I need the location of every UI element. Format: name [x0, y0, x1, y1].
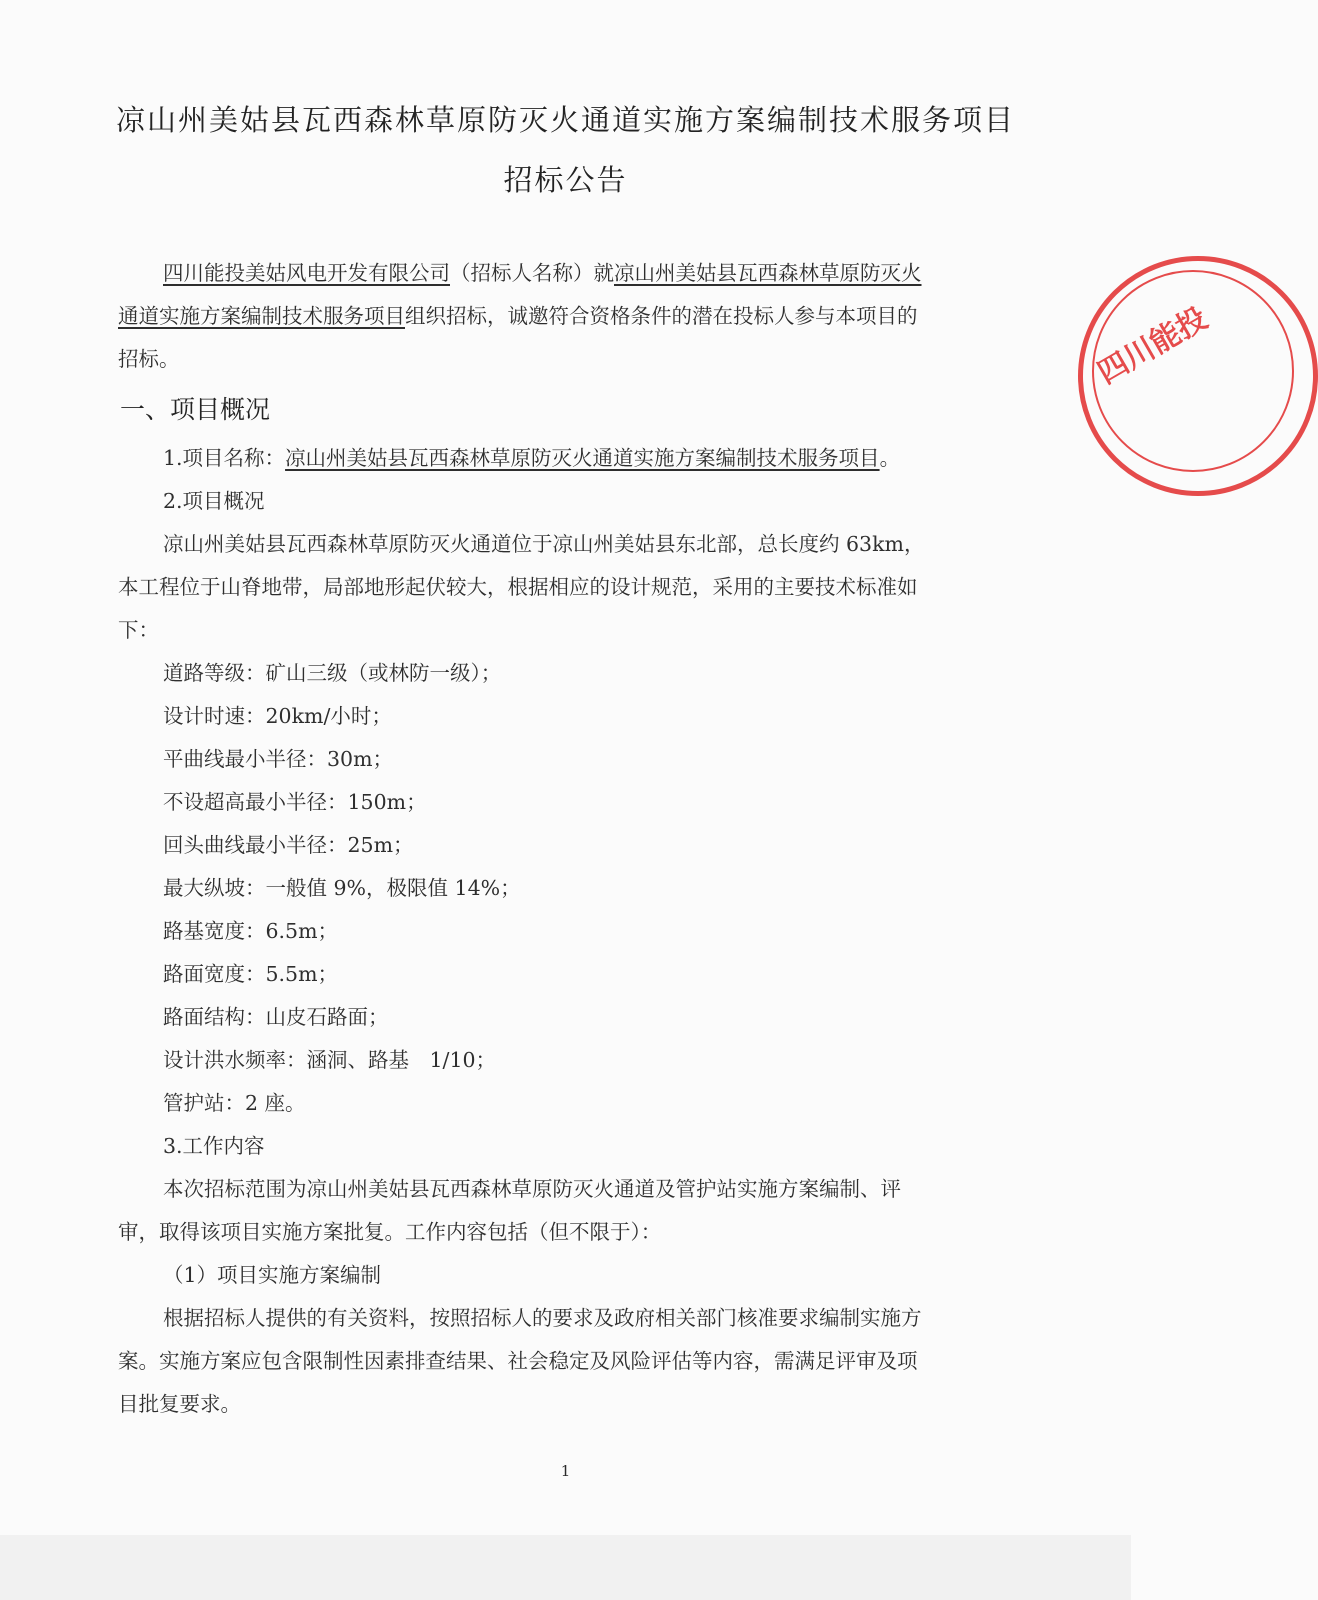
- standard-item: 回头曲线最小半径：25m；: [163, 833, 414, 857]
- item-3-label: 3.工作内容: [163, 1134, 265, 1158]
- item-1-end: 。: [879, 446, 901, 470]
- item-1-value: 凉山州美姑县瓦西森林草原防灭火通道实施方案编制技术服务项目: [285, 446, 880, 470]
- standard-item: 道路等级：矿山三级（或林防一级）；: [163, 661, 502, 685]
- item-1: [163, 441, 900, 471]
- intro-line-3: 招标。: [118, 347, 180, 371]
- document-subtitle: 招标公告: [503, 163, 628, 197]
- standard-item: 平曲线最小半径：30m；: [163, 747, 394, 771]
- seal-text: 四川能投: [1092, 300, 1214, 392]
- intro-text: 组织招标，诚邀符合资格条件的潜在投标人参与本项目的: [405, 304, 918, 328]
- overview-line-1: 凉山州美姑县瓦西森林草原防灭火通道位于凉山州美姑县东北部，总长度约 63km，: [163, 532, 925, 556]
- page-number: 1: [560, 1462, 571, 1480]
- standard-item: 路面宽度：5.5m；: [163, 962, 339, 986]
- standard-item: 不设超高最小半径：150m；: [163, 790, 427, 814]
- scope-line-2: 审，取得该项目实施方案批复。工作内容包括（但不限于）：: [118, 1220, 662, 1244]
- standard-item: 最大纵坡：一般值 9%，极限值 14%；: [163, 876, 521, 900]
- scope-line-1: 本次招标范围为凉山州美姑县瓦西森林草原防灭火通道及管护站实施方案编制、评: [163, 1177, 901, 1201]
- section-heading: 一、项目概况: [120, 395, 271, 424]
- sub-item-1-line-2: 案。实施方案应包含限制性因素排查结果、社会稳定及风险评估等内容，需满足评审及项: [118, 1349, 918, 1373]
- sub-item-1-label: （1）项目实施方案编制: [163, 1263, 382, 1287]
- item-1-label: 1.项目名称：: [163, 446, 286, 470]
- tenderer-name: 四川能投美姑风电开发有限公司: [163, 261, 450, 285]
- standard-item: 设计洪水频率：涵洞、路基 1/10；: [163, 1048, 497, 1072]
- item-2-label: 2.项目概况: [163, 489, 265, 513]
- sub-item-1-line-3: 目批复要求。: [118, 1392, 241, 1416]
- standard-item: 设计时速：20km/小时；: [163, 704, 392, 728]
- standard-item: 路基宽度：6.5m；: [163, 919, 339, 943]
- tenderer-note: （招标人名称）就: [450, 261, 614, 285]
- company-seal: [1078, 256, 1318, 496]
- sub-item-1-line-1: 根据招标人提供的有关资料，按照招标人的要求及政府相关部门核准要求编制实施方: [163, 1306, 922, 1330]
- overview-line-2: 本工程位于山脊地带，局部地形起伏较大，根据相应的设计规范，采用的主要技术标准如: [118, 575, 918, 599]
- document-title: 凉山州美姑县瓦西森林草原防灭火通道实施方案编制技术服务项目: [115, 103, 1015, 137]
- intro-line-2: [118, 299, 918, 329]
- overview-line-3: 下：: [118, 618, 159, 642]
- intro-line-1: [163, 256, 922, 286]
- project-name-part2: 通道实施方案编制技术服务项目: [118, 304, 405, 328]
- standard-item: 路面结构：山皮石路面；: [163, 1005, 389, 1029]
- scan-bottom-band: [0, 1535, 1131, 1600]
- project-name-part1: 凉山州美姑县瓦西森林草原防灭火: [614, 261, 922, 285]
- standard-item: 管护站：2 座。: [163, 1091, 306, 1115]
